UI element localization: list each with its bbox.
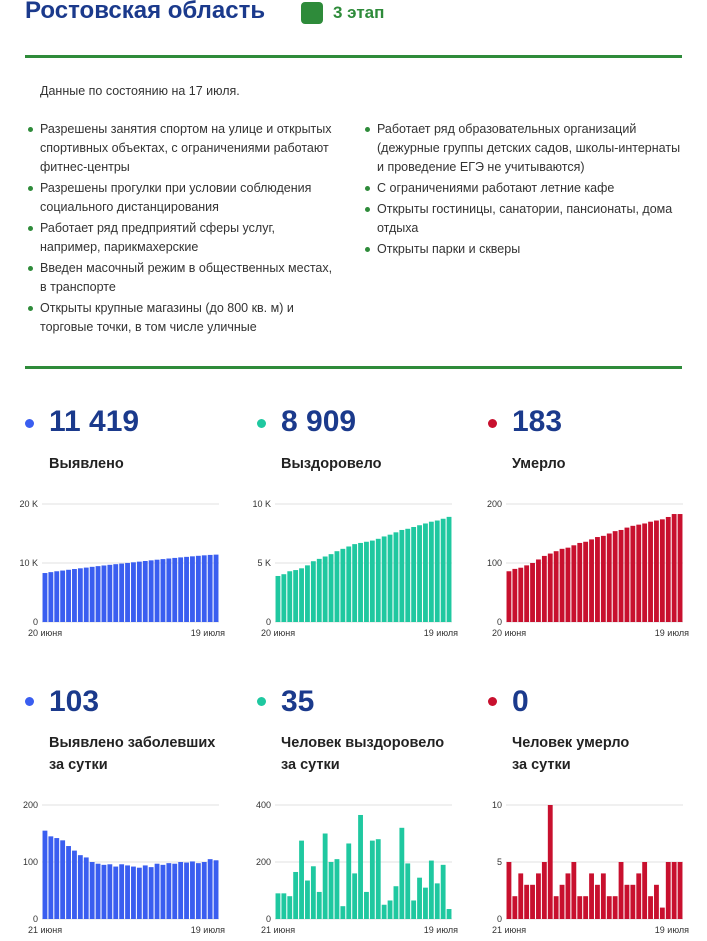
y-tick-label: 0 bbox=[265, 914, 271, 924]
bar bbox=[305, 881, 310, 919]
bar bbox=[340, 906, 345, 919]
chart-detected-cumulative bbox=[10, 492, 225, 644]
bullet-icon bbox=[365, 207, 370, 212]
bar bbox=[96, 566, 101, 622]
bar bbox=[441, 865, 446, 919]
bar bbox=[113, 867, 118, 919]
bar bbox=[399, 828, 404, 919]
bar bbox=[172, 864, 177, 919]
y-tick-label: 200 bbox=[22, 800, 38, 810]
bar bbox=[678, 514, 683, 622]
bar bbox=[370, 841, 375, 919]
bar bbox=[507, 862, 512, 919]
bullet-icon bbox=[365, 247, 370, 252]
bar bbox=[113, 564, 118, 622]
y-tick-label: 0 bbox=[32, 617, 38, 627]
bar bbox=[54, 571, 59, 622]
x-end-label: 19 июля bbox=[423, 628, 458, 638]
y-tick-label: 400 bbox=[255, 800, 271, 810]
rule-text: Открыты гостиницы, санатории, пансионаты, дома отдыха bbox=[377, 202, 673, 235]
bar bbox=[595, 885, 600, 919]
bar bbox=[287, 896, 292, 919]
bar bbox=[143, 561, 148, 622]
stat-label: Человек выздоровело bbox=[281, 735, 445, 751]
bar bbox=[388, 900, 393, 919]
bar bbox=[660, 908, 665, 919]
y-tick-label: 200 bbox=[486, 499, 502, 509]
bar bbox=[166, 559, 171, 622]
rule-text: Введен масочный режим в общественных местах, в транспорте bbox=[40, 261, 333, 294]
bar bbox=[281, 893, 286, 919]
bar bbox=[630, 526, 635, 622]
bar bbox=[276, 893, 281, 919]
bar bbox=[554, 551, 559, 622]
bar bbox=[340, 549, 345, 622]
bar bbox=[672, 514, 677, 622]
bar bbox=[66, 570, 71, 622]
bar bbox=[560, 885, 565, 919]
x-start-label: 21 июня bbox=[28, 925, 63, 935]
bar bbox=[364, 542, 369, 622]
y-tick-label: 0 bbox=[496, 617, 502, 627]
bar bbox=[595, 537, 600, 622]
bar bbox=[447, 517, 452, 622]
red-dot-icon bbox=[488, 697, 497, 706]
rule-text: Работает ряд предприятий сферы услуг, например, парикмахерские bbox=[40, 221, 275, 254]
bar bbox=[84, 568, 89, 622]
bar bbox=[208, 859, 213, 919]
stat-label: Выздоровело bbox=[281, 456, 382, 472]
bar bbox=[660, 519, 665, 622]
bar bbox=[507, 571, 512, 622]
rule-text: Открыты крупные магазины (до 800 кв. м) и торговые точки, в том числе уличные bbox=[40, 301, 294, 334]
bar bbox=[48, 572, 53, 622]
stat-value: 8 909 bbox=[281, 405, 357, 438]
rule-item bbox=[365, 179, 685, 198]
bar bbox=[190, 556, 195, 622]
bullet-icon bbox=[365, 186, 370, 191]
bar bbox=[571, 862, 576, 919]
bar bbox=[571, 545, 576, 622]
bar bbox=[107, 864, 112, 919]
chart-recovered-cumulative bbox=[243, 492, 458, 644]
y-tick-label: 10 bbox=[491, 800, 502, 810]
bar bbox=[90, 567, 95, 622]
bar bbox=[358, 815, 363, 919]
bar bbox=[202, 555, 207, 622]
blue-dot-icon bbox=[25, 419, 34, 428]
bar bbox=[530, 885, 535, 919]
bar bbox=[512, 896, 517, 919]
bar bbox=[566, 873, 571, 919]
bar bbox=[542, 556, 547, 622]
bar bbox=[601, 536, 606, 622]
bar bbox=[172, 558, 177, 622]
bar bbox=[329, 862, 334, 919]
bar bbox=[281, 574, 286, 622]
bar bbox=[335, 859, 340, 919]
bar bbox=[376, 539, 381, 622]
bar bbox=[601, 873, 606, 919]
chart-died-cumulative bbox=[474, 492, 689, 644]
bar bbox=[90, 862, 95, 919]
bar bbox=[666, 862, 671, 919]
bar bbox=[214, 555, 219, 622]
bar bbox=[184, 863, 189, 919]
stat-value: 0 bbox=[512, 685, 529, 718]
bar bbox=[125, 865, 130, 919]
bar bbox=[149, 560, 154, 622]
bullet-icon bbox=[28, 306, 33, 311]
bar bbox=[311, 866, 316, 919]
bar bbox=[323, 557, 328, 622]
bar bbox=[518, 873, 523, 919]
bar bbox=[441, 519, 446, 622]
stage-badge bbox=[301, 2, 384, 24]
y-tick-label: 5 K bbox=[257, 558, 271, 568]
bar bbox=[666, 517, 671, 622]
bar bbox=[636, 525, 641, 622]
bar bbox=[542, 862, 547, 919]
bar bbox=[411, 900, 416, 919]
bar bbox=[311, 561, 316, 622]
bar bbox=[161, 865, 166, 919]
rule-item bbox=[28, 120, 338, 177]
stat-label: за сутки bbox=[281, 757, 340, 773]
bar bbox=[166, 863, 171, 919]
bar bbox=[125, 563, 130, 622]
stage-square-icon bbox=[301, 2, 323, 24]
bar bbox=[43, 573, 48, 622]
bullet-icon bbox=[28, 226, 33, 231]
bar bbox=[678, 862, 683, 919]
bar bbox=[178, 862, 183, 919]
rule-item bbox=[28, 179, 338, 217]
stat-value: 183 bbox=[512, 405, 563, 438]
bar bbox=[214, 860, 219, 919]
bar bbox=[370, 541, 375, 622]
x-start-label: 20 июня bbox=[28, 628, 63, 638]
rule-item bbox=[28, 219, 338, 257]
x-end-label: 19 июля bbox=[423, 925, 458, 935]
rule-item bbox=[28, 259, 338, 297]
bar bbox=[323, 834, 328, 920]
bar bbox=[190, 861, 195, 919]
bar bbox=[625, 528, 630, 622]
bar bbox=[358, 543, 363, 622]
bar bbox=[102, 865, 107, 919]
rule-text: Разрешены прогулки при условии соблюдения социального дистанцирования bbox=[40, 181, 312, 214]
teal-dot-icon bbox=[257, 697, 266, 706]
bar bbox=[583, 542, 588, 622]
bar bbox=[577, 896, 582, 919]
bar bbox=[72, 569, 77, 622]
y-tick-label: 0 bbox=[496, 914, 502, 924]
bar bbox=[96, 864, 101, 919]
bar bbox=[107, 565, 112, 622]
x-start-label: 20 июня bbox=[261, 628, 296, 638]
rule-item bbox=[365, 240, 685, 259]
bar bbox=[364, 892, 369, 919]
bar bbox=[524, 565, 529, 622]
stat-label: Выявлено bbox=[49, 456, 124, 472]
bar bbox=[642, 862, 647, 919]
bar bbox=[583, 896, 588, 919]
y-tick-label: 100 bbox=[486, 558, 502, 568]
bar bbox=[84, 857, 89, 919]
bar bbox=[78, 568, 83, 622]
bar bbox=[613, 896, 618, 919]
bar bbox=[317, 559, 322, 622]
bar bbox=[143, 865, 148, 919]
y-tick-label: 5 bbox=[496, 857, 502, 867]
bar bbox=[589, 873, 594, 919]
bar bbox=[394, 886, 399, 919]
bar bbox=[607, 896, 612, 919]
stat-label: Умерло bbox=[512, 456, 566, 472]
bar bbox=[60, 571, 65, 622]
stat-value: 103 bbox=[49, 685, 100, 718]
bar bbox=[335, 551, 340, 622]
rule-item bbox=[28, 299, 338, 337]
bullet-icon bbox=[28, 186, 33, 191]
bar bbox=[155, 560, 160, 622]
rule-text: С ограничениями работают летние кафе bbox=[377, 181, 615, 195]
y-tick-label: 0 bbox=[32, 914, 38, 924]
bar bbox=[178, 557, 183, 622]
stat-label: за сутки bbox=[49, 757, 108, 773]
bar bbox=[399, 530, 404, 622]
x-end-label: 19 июля bbox=[654, 925, 689, 935]
bar bbox=[566, 548, 571, 622]
bullet-icon bbox=[28, 266, 33, 271]
rule-text: Разрешены занятия спортом на улице и открытых спортивных объектах, с ограничениями работают фитнес-центры bbox=[40, 122, 332, 174]
date-note: Данные по состоянию на 17 июля. bbox=[40, 84, 240, 98]
bar bbox=[376, 839, 381, 919]
bar bbox=[648, 896, 653, 919]
bar bbox=[619, 862, 624, 919]
x-start-label: 21 июня bbox=[492, 925, 527, 935]
stat-label: Человек умерло bbox=[512, 735, 630, 751]
rule-item bbox=[365, 120, 685, 177]
bar bbox=[299, 568, 304, 622]
bar bbox=[447, 909, 452, 919]
teal-dot-icon bbox=[257, 419, 266, 428]
bar bbox=[161, 559, 166, 622]
bar bbox=[293, 570, 298, 622]
bar bbox=[417, 878, 422, 919]
x-end-label: 19 июля bbox=[654, 628, 689, 638]
bar bbox=[423, 523, 428, 622]
bottom-divider bbox=[25, 366, 682, 369]
bar bbox=[548, 805, 553, 919]
bar bbox=[518, 568, 523, 622]
bar bbox=[429, 861, 434, 919]
bar bbox=[184, 557, 189, 622]
chart-detected-daily bbox=[10, 793, 225, 941]
x-start-label: 21 июня bbox=[261, 925, 296, 935]
bar bbox=[102, 565, 107, 622]
bar bbox=[648, 522, 653, 622]
bar bbox=[131, 562, 136, 622]
bar bbox=[149, 867, 154, 919]
top-divider bbox=[25, 55, 682, 58]
bar bbox=[560, 549, 565, 622]
bar bbox=[607, 534, 612, 623]
red-dot-icon bbox=[488, 419, 497, 428]
bar bbox=[577, 543, 582, 622]
bar bbox=[196, 556, 201, 622]
chart-died-daily bbox=[474, 793, 689, 941]
bar bbox=[196, 863, 201, 919]
bar bbox=[78, 855, 83, 919]
bar bbox=[524, 885, 529, 919]
bar bbox=[394, 532, 399, 622]
bar bbox=[536, 559, 541, 622]
bar bbox=[293, 872, 298, 919]
x-end-label: 19 июля bbox=[190, 925, 225, 935]
bar bbox=[382, 905, 387, 919]
bar bbox=[405, 529, 410, 622]
bar bbox=[630, 885, 635, 919]
stat-label: Выявлено заболевших bbox=[49, 735, 216, 751]
bar bbox=[548, 554, 553, 622]
bar bbox=[60, 840, 65, 919]
bar bbox=[208, 555, 213, 622]
bar bbox=[536, 873, 541, 919]
y-tick-label: 200 bbox=[255, 857, 271, 867]
bar bbox=[299, 841, 304, 919]
stat-label: за сутки bbox=[512, 757, 571, 773]
bar bbox=[642, 523, 647, 622]
bar bbox=[346, 546, 351, 622]
bar bbox=[287, 571, 292, 622]
bar bbox=[276, 576, 281, 622]
bar bbox=[48, 836, 53, 919]
rule-item bbox=[365, 200, 685, 238]
bar bbox=[137, 868, 142, 919]
bar bbox=[119, 564, 124, 622]
region-title: Ростовская область bbox=[25, 0, 266, 24]
bar bbox=[423, 888, 428, 919]
x-start-label: 20 июня bbox=[492, 628, 527, 638]
bar bbox=[352, 544, 357, 622]
bar bbox=[435, 521, 440, 622]
bar bbox=[202, 862, 207, 919]
bar bbox=[329, 554, 334, 622]
bar bbox=[155, 864, 160, 919]
stage-label: 3 этап bbox=[333, 3, 385, 22]
bar bbox=[352, 873, 357, 919]
bar bbox=[654, 521, 659, 622]
bar bbox=[43, 831, 48, 919]
bar bbox=[625, 885, 630, 919]
y-tick-label: 10 K bbox=[19, 558, 38, 568]
stat-value: 11 419 bbox=[49, 405, 140, 438]
bar bbox=[382, 536, 387, 622]
bar bbox=[66, 846, 71, 919]
rules-list-right bbox=[365, 120, 685, 261]
bar bbox=[131, 867, 136, 919]
rule-text: Открыты парки и скверы bbox=[377, 242, 521, 256]
chart-recovered-daily bbox=[243, 793, 458, 941]
stat-value: 35 bbox=[281, 685, 315, 718]
bar bbox=[672, 862, 677, 919]
rules-list-left bbox=[28, 120, 338, 339]
y-tick-label: 10 K bbox=[252, 499, 271, 509]
blue-dot-icon bbox=[25, 697, 34, 706]
bar bbox=[317, 892, 322, 919]
bar bbox=[54, 838, 59, 919]
bar bbox=[411, 527, 416, 622]
bar bbox=[435, 883, 440, 919]
bar bbox=[346, 843, 351, 919]
bar bbox=[119, 864, 124, 919]
x-end-label: 19 июля bbox=[190, 628, 225, 638]
bar bbox=[619, 530, 624, 622]
bar bbox=[72, 851, 77, 919]
bar bbox=[305, 565, 310, 622]
bar bbox=[388, 535, 393, 622]
bar bbox=[530, 563, 535, 622]
bar bbox=[405, 863, 410, 919]
bar bbox=[512, 569, 517, 622]
bullet-icon bbox=[365, 127, 370, 132]
bar bbox=[554, 896, 559, 919]
bar bbox=[589, 539, 594, 622]
rule-text: Работает ряд образовательных организаций (дежурные группы детских садов, школы-интернаты и проведение ЕГЭ не учитываются) bbox=[377, 122, 681, 174]
bar bbox=[613, 531, 618, 622]
y-tick-label: 100 bbox=[22, 857, 38, 867]
bullet-icon bbox=[28, 127, 33, 132]
y-tick-label: 20 K bbox=[19, 499, 38, 509]
bar bbox=[137, 562, 142, 622]
bar bbox=[636, 873, 641, 919]
bar bbox=[417, 525, 422, 622]
y-tick-label: 0 bbox=[265, 617, 271, 627]
bar bbox=[654, 885, 659, 919]
bar bbox=[429, 522, 434, 622]
